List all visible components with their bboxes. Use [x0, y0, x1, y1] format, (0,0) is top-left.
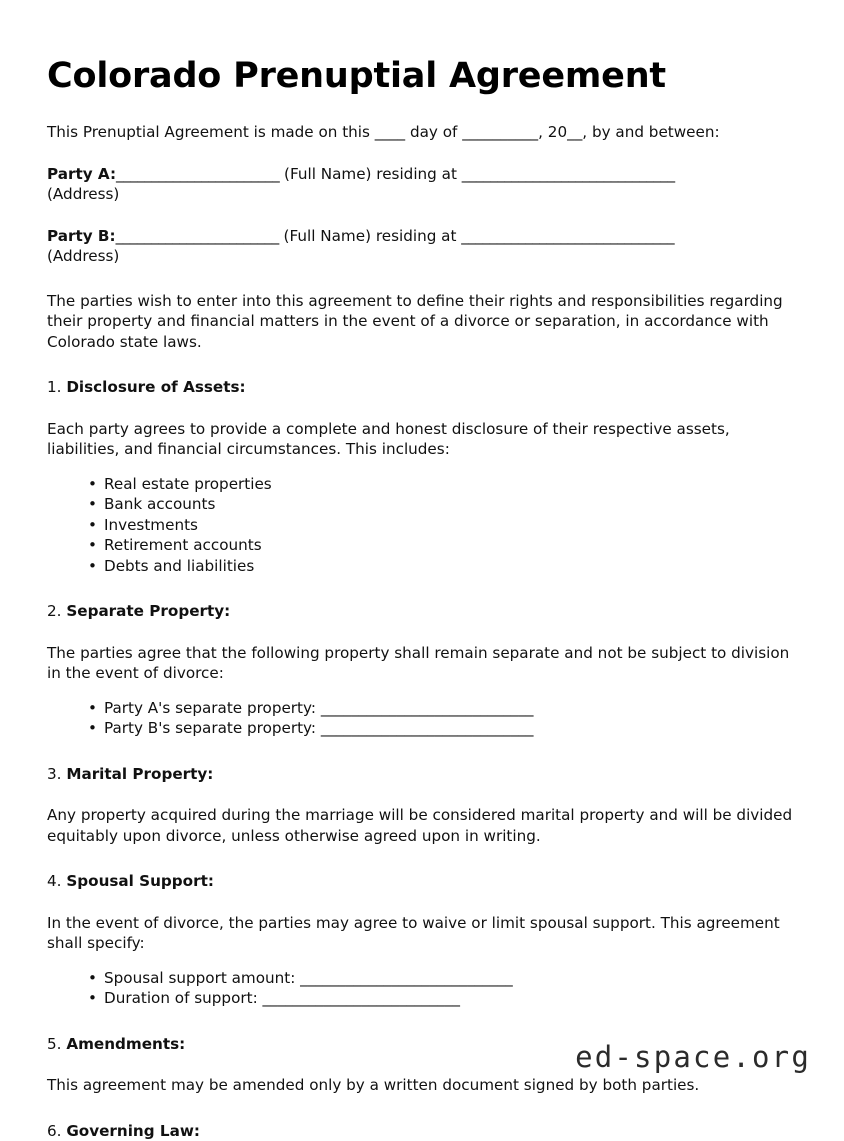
- section-bullets-4: [47, 968, 797, 1009]
- party-b-address-label: (Address): [47, 247, 120, 266]
- party-a-name-blank[interactable]: _______________________: [116, 164, 280, 183]
- page-title: Colorado Prenuptial Agreement: [47, 56, 666, 96]
- section-bullets-2: [47, 698, 797, 739]
- section-number-4: 4.: [47, 872, 62, 891]
- list-item: • Debts and liabilities: [88, 556, 797, 577]
- section-body-2: The parties agree that the following property shall remain separate and not be subject to division in the event of divorce:: [47, 643, 790, 683]
- section-heading-3: [47, 764, 797, 785]
- list-item: • Retirement accounts: [88, 535, 797, 556]
- list-item[interactable]: • Party B's separate property: ____________________________: [88, 718, 797, 739]
- section-bullets-1: [47, 474, 797, 577]
- watermark: ed-space.org: [575, 1040, 811, 1074]
- section-heading-6: [47, 1121, 797, 1141]
- party-a-label: Party A:: [47, 164, 117, 183]
- section-title-2: Separate Property:: [66, 602, 231, 621]
- section-title-1: Disclosure of Assets:: [66, 378, 246, 397]
- section-number-1: 1.: [47, 378, 62, 397]
- section-body-4: In the event of divorce, the parties may agree to waive or limit spousal support. This agreement shall specify:: [47, 913, 780, 953]
- intro-paragraph: This Prenuptial Agreement is made on this ____ day of __________, 20__, by and between:: [47, 123, 720, 142]
- section-heading-4: [47, 871, 797, 892]
- section-number-6: 6.: [47, 1121, 62, 1140]
- list-item: • Bank accounts: [88, 494, 797, 515]
- purpose-paragraph: The parties wish to enter into this agreement to define their rights and responsibilities regarding their property and financial matters in the event of a divorce or separation, in accordance with Colorado state laws.: [47, 291, 783, 351]
- section-body-3: Any property acquired during the marriage will be considered marital property and will be divided equitably upon divorce, unless otherwise agreed upon in writing.: [47, 806, 793, 845]
- party-a-block: [47, 164, 797, 205]
- party-b-name-blank[interactable]: _______________________: [115, 226, 279, 245]
- party-a-address-blank[interactable]: ______________________________: [461, 164, 675, 183]
- section-body-1: Each party agrees to provide a complete and honest disclosure of their respective assets, liabilities, and financial circumstances. This includes:: [47, 419, 730, 459]
- section-title-5: Amendments:: [66, 1034, 186, 1053]
- section-title-3: Marital Property:: [66, 764, 214, 783]
- section-heading-2: [47, 601, 797, 622]
- party-b-midtext: (Full Name) residing at: [283, 226, 457, 245]
- section-number-5: 5.: [47, 1034, 62, 1053]
- party-b-block: [47, 226, 797, 267]
- list-item[interactable]: • Duration of support: __________________________: [88, 988, 797, 1009]
- party-a-midtext: (Full Name) residing at: [284, 164, 457, 183]
- list-item: • Investments: [88, 515, 797, 536]
- party-a-address-label: (Address): [47, 185, 120, 204]
- section-body-5: This agreement may be amended only by a written document signed by both parties.: [47, 1076, 700, 1095]
- section-number-3: 3.: [47, 764, 62, 783]
- list-item: • Real estate properties: [88, 474, 797, 495]
- party-b-address-blank[interactable]: ______________________________: [461, 226, 675, 245]
- list-item[interactable]: • Spousal support amount: ____________________________: [88, 968, 797, 989]
- section-heading-1: [47, 377, 797, 398]
- section-title-6: Governing Law:: [66, 1121, 200, 1140]
- section-number-2: 2.: [47, 602, 62, 621]
- section-title-4: Spousal Support:: [66, 872, 214, 891]
- list-item[interactable]: • Party A's separate property: ____________________________: [88, 698, 797, 719]
- party-b-label: Party B:: [47, 226, 116, 245]
